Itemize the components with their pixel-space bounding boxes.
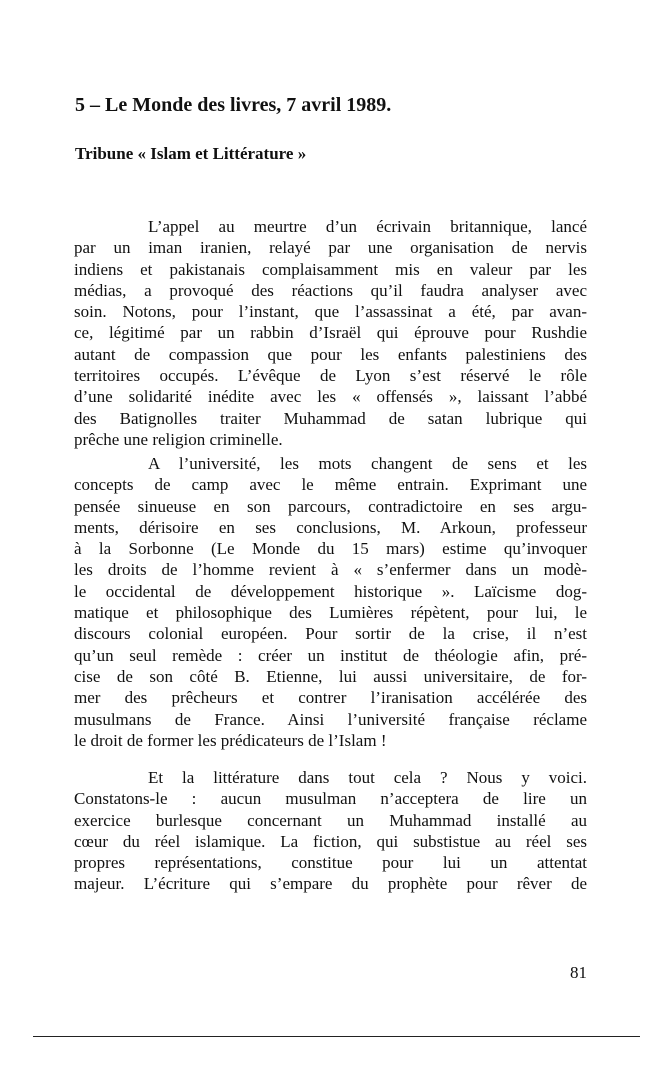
text-line: à la Sorbonne (Le Monde du 15 mars) estime qu’invoquer: [74, 539, 587, 559]
text-line: le droit de former les prédicateurs de l’Islam !: [74, 730, 387, 750]
text-line: par un iman iranien, relayé par une organisation de nervis: [74, 238, 587, 258]
text-line: ce, légitimé par un rabbin d’Israël qui éprouve pour Rushdie: [74, 323, 587, 343]
text-line: mer des prêcheurs et contrer l’iranisation accélérée des: [74, 688, 587, 708]
text-line: propres représentations, constitue pour lui un attentat: [74, 853, 587, 873]
text-line: territoires occupés. L’évêque de Lyon s’est réservé le rôle: [74, 366, 587, 386]
footer-rule: [33, 1036, 640, 1037]
text-line: exercice burlesque concernant un Muhammad installé au: [74, 810, 587, 830]
text-line: Constatons-le : aucun musulman n’acceptera de lire un: [74, 789, 587, 809]
text-line: cise de son côté B. Etienne, lui aussi universitaire, de for-: [74, 666, 587, 686]
text-line: d’une solidarité inédite avec les « offensés », laissant l’abbé: [74, 387, 587, 407]
page-number: 81: [570, 963, 587, 982]
text-line: les droits de l’homme revient à « s’enfermer dans un modè-: [74, 560, 587, 580]
text-line: cœur du réel islamique. La fiction, qui substistue au réel ses: [74, 831, 587, 851]
text-line: L’appel au meurtre d’un écrivain britannique, lancé: [148, 217, 587, 236]
text-line: pensée sinueuse en son parcours, contradictoire en ses argu-: [74, 496, 587, 516]
section-heading: 5 – Le Monde des livres, 7 avril 1989.: [75, 94, 392, 116]
paragraph-2: [74, 453, 587, 751]
text-line: qu’un seul remède : créer un institut de théologie afin, pré-: [74, 645, 587, 665]
text-line: A l’université, les mots changent de sens et les: [148, 454, 587, 473]
text-line: majeur. L’écriture qui s’empare du prophète pour rêver de: [74, 874, 587, 894]
text-line: discours colonial européen. Pour sortir de la crise, il n’est: [74, 624, 587, 644]
text-line: le occidental de développement historique ». Laïcisme dog-: [74, 581, 587, 601]
text-line: Et la littérature dans tout cela ? Nous y voici.: [148, 768, 587, 787]
text-line: concepts de camp avec le même entrain. Exprimant une: [74, 475, 587, 495]
text-line: soin. Notons, pour l’instant, que l’assassinat a été, par avan-: [74, 302, 587, 322]
text-line: médias, a provoqué des réactions qu’il faudra analyser avec: [74, 280, 587, 300]
text-line: des Batignolles traiter Muhammad de satan lubrique qui: [74, 408, 587, 428]
paragraph-3: [74, 767, 587, 895]
text-line: matique et philosophique des Lumières répètent, pour lui, le: [74, 603, 587, 623]
text-line: musulmans de France. Ainsi l’université française réclame: [74, 709, 587, 729]
text-line: autant de compassion que pour les enfants palestiniens des: [74, 344, 587, 364]
article-subheading: Tribune « Islam et Littérature »: [75, 144, 307, 163]
text-line: prêche une religion criminelle.: [74, 429, 283, 449]
text-line: indiens et pakistanais complaisamment mis en valeur par les: [74, 259, 587, 279]
paragraph-1: [74, 216, 587, 450]
text-line: ments, dérisoire en ses conclusions, M. Arkoun, professeur: [74, 517, 587, 537]
